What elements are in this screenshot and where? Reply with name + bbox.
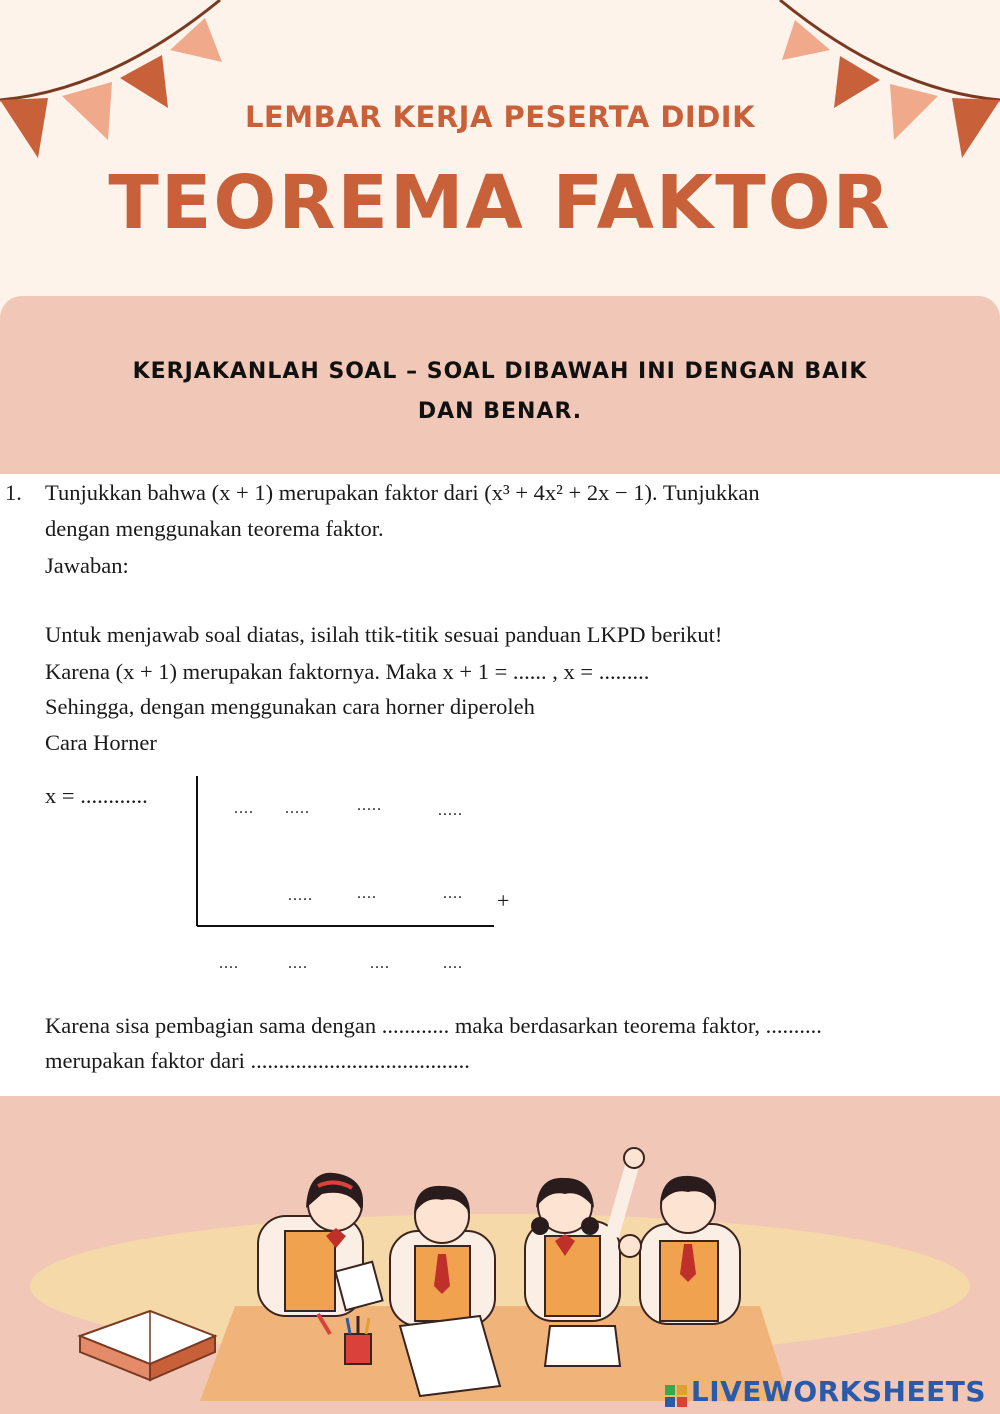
question-line-2: dengan menggunakan teorema faktor. [45,516,384,541]
bunting-right-decoration [760,0,1000,170]
conclusion-line-1[interactable]: Karena sisa pembagian sama dengan ............ maka berdasarkan teorema faktor, .......... [45,1013,822,1038]
page-title: TEOREMA FAKTOR [108,160,892,246]
header [0,0,1000,296]
horner-row1-cell-3[interactable]: ..... [357,797,382,814]
horner-plus-sign: + [497,888,510,913]
horner-row2-cell-1[interactable]: ..... [288,887,313,904]
horner-row1-cell-1[interactable]: .... [234,800,254,817]
students-illustration [0,1096,1000,1414]
question-number: 1. [5,480,22,505]
answer-label: Jawaban: [45,553,129,578]
guide-text: Untuk menjawab soal diatas, isilah ttik-titik sesuai panduan LKPD berikut! [45,622,723,647]
instruction-text [0,352,1000,432]
liveworksheets-logo-icon [665,1381,687,1403]
pencil-cup-icon [345,1316,371,1364]
horner-row1-cell-2[interactable]: ..... [285,800,310,817]
horner-x-input[interactable]: x = ............ [45,783,148,808]
bunting-left-decoration [0,0,240,170]
conclusion-line-2[interactable]: merupakan faktor dari ....................................... [45,1048,470,1073]
horner-row3-cell-4[interactable]: .... [443,955,463,972]
worksheet-subtitle: LEMBAR KERJA PESERTA DIDIK [244,100,756,134]
horner-row2-cell-3[interactable]: .... [443,885,463,902]
horner-row3-cell-3[interactable]: .... [370,955,390,972]
horner-row3-cell-1[interactable]: .... [219,955,239,972]
step-1-text[interactable]: Karena (x + 1) merupakan faktornya. Maka x + 1 = ...... , x = ......... [45,659,650,684]
horner-row2-cell-2[interactable]: .... [357,885,377,902]
watermark-text: LIVEWORKSHEETS [690,1375,986,1408]
method-label: Cara Horner [45,730,157,755]
horner-row3-cell-2[interactable]: .... [288,955,308,972]
instruction-line-2: DAN BENAR. [417,399,583,424]
step-2-text: Sehingga, dengan menggunakan cara horner diperoleh [45,694,535,719]
question-line-1: Tunjukkan bahwa (x + 1) merupakan faktor dari (x³ + 4x² + 2x − 1). Tunjukkan [45,480,760,505]
horner-row1-cell-4[interactable]: ..... [438,802,463,819]
instruction-line-1: KERJAKANLAH SOAL – SOAL DIBAWAH INI DENGAN BAIK [132,359,868,384]
question-area [0,474,1000,1096]
footer-illustration [0,1096,1000,1414]
liveworksheets-watermark [665,1375,986,1408]
